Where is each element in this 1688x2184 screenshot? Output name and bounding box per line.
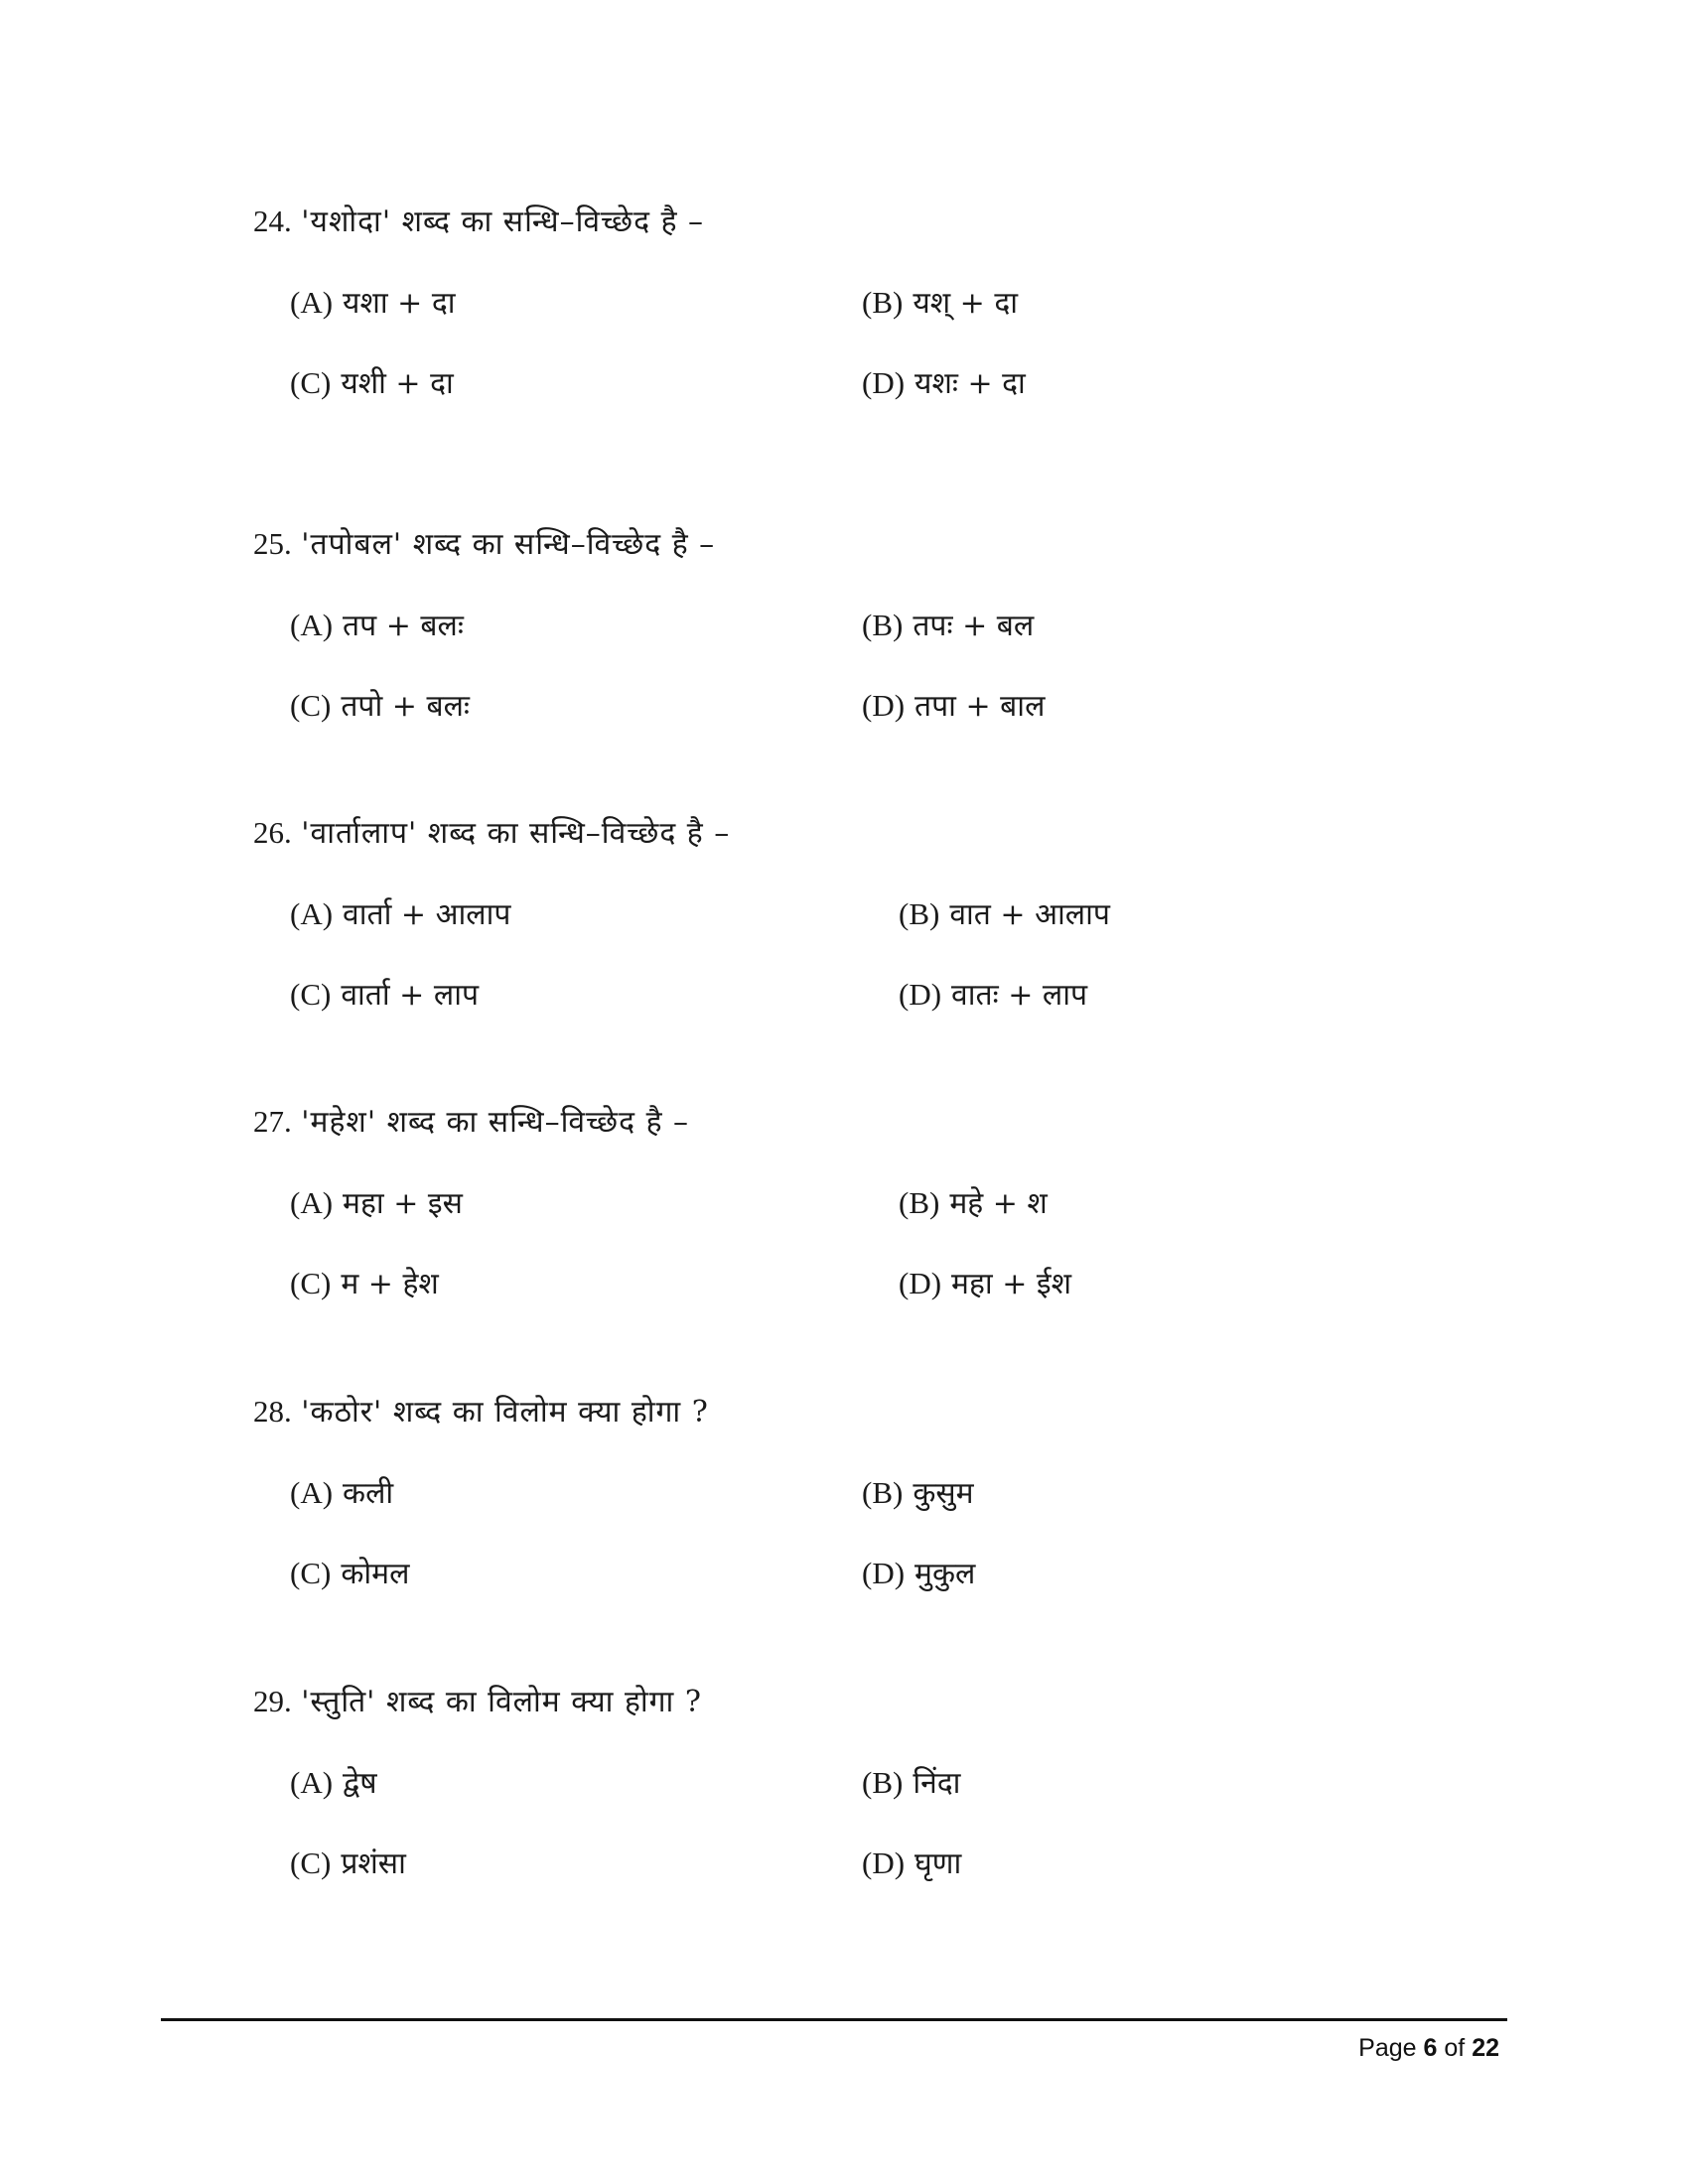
option-letter: (B): [899, 896, 940, 931]
option-text: महा + इस: [343, 1186, 463, 1221]
option-c: [290, 686, 470, 727]
question-stem: [253, 1102, 689, 1143]
option-letter: (D): [862, 1845, 906, 1880]
question-text: 'यशोदा' शब्द का सन्धि–विच्छेद है –: [301, 205, 705, 239]
option-a: [290, 1763, 377, 1804]
option-letter: (C): [290, 1845, 332, 1880]
option-text: वार्ता + लाप: [341, 978, 480, 1013]
question-stem: [253, 202, 704, 242]
option-text: वातः + लाप: [951, 978, 1088, 1013]
option-text: कुसुम: [913, 1476, 974, 1511]
option-b: [862, 606, 1034, 646]
option-text: घृणा: [914, 1846, 962, 1881]
page-label: Page: [1358, 2034, 1417, 2062]
option-letter: (B): [862, 1475, 904, 1510]
option-a: [290, 283, 456, 324]
page-total: 22: [1472, 2034, 1499, 2062]
option-a: [290, 606, 464, 646]
question-number: 29.: [253, 1684, 292, 1718]
page-number: [1350, 2031, 1499, 2065]
question-text: 'स्तुति' शब्द का विलोम क्या होगा ?: [301, 1685, 702, 1719]
question-stem: [253, 813, 730, 854]
option-letter: (A): [290, 1185, 334, 1220]
option-text: तपो + बलः: [341, 689, 470, 724]
option-letter: (D): [862, 1556, 906, 1590]
option-text: मुकुल: [914, 1557, 976, 1591]
option-letter: (C): [290, 1266, 332, 1300]
option-text: वार्ता + आलाप: [343, 897, 511, 932]
option-text: कली: [343, 1476, 394, 1511]
page-of: of: [1444, 2034, 1466, 2062]
option-b: [862, 283, 1018, 324]
option-text: निंदा: [913, 1766, 961, 1801]
option-letter: (A): [290, 1765, 334, 1800]
option-letter: (D): [899, 1266, 942, 1300]
option-d: [862, 1554, 975, 1594]
option-text: यश् + दा: [913, 286, 1019, 321]
option-text: महे + श: [949, 1186, 1048, 1221]
option-text: यशा + दा: [343, 286, 456, 321]
option-letter: (A): [290, 608, 334, 642]
option-letter: (D): [899, 977, 942, 1012]
question-number: 26.: [253, 815, 292, 850]
question-text: 'महेश' शब्द का सन्धि–विच्छेद है –: [301, 1105, 690, 1140]
option-a: [290, 1473, 393, 1514]
option-text: वात + आलाप: [949, 897, 1110, 932]
option-d: [899, 1264, 1071, 1304]
question-stem: [253, 1682, 702, 1722]
question-text: 'वार्तालाप' शब्द का सन्धि–विच्छेद है –: [301, 816, 731, 851]
option-c: [290, 975, 479, 1016]
question-stem: [253, 1392, 709, 1433]
question-stem: [253, 524, 715, 565]
question-number: 25.: [253, 526, 292, 561]
option-text: तपः + बल: [913, 609, 1035, 643]
option-letter: (A): [290, 896, 334, 931]
option-d: [862, 1843, 961, 1884]
option-c: [290, 1554, 409, 1594]
option-text: प्रशंसा: [341, 1846, 406, 1881]
question-number: 28.: [253, 1394, 292, 1429]
page-current: 6: [1423, 2034, 1438, 2062]
option-text: कोमल: [341, 1557, 410, 1591]
option-b: [862, 1763, 960, 1804]
footer-divider: [161, 2018, 1507, 2021]
question-text: 'तपोबल' शब्द का सन्धि–विच्छेद है –: [301, 527, 716, 562]
option-text: द्वेष: [343, 1766, 377, 1801]
option-a: [290, 894, 510, 935]
option-text: महा + ईश: [951, 1267, 1072, 1301]
option-a: [290, 1183, 463, 1224]
option-c: [290, 1264, 439, 1304]
option-b: [862, 1473, 974, 1514]
option-letter: (C): [290, 977, 332, 1012]
option-b: [899, 1183, 1048, 1224]
option-b: [899, 894, 1110, 935]
option-letter: (B): [899, 1185, 940, 1220]
option-letter: (C): [290, 365, 332, 400]
option-text: तप + बलः: [343, 609, 464, 643]
option-letter: (A): [290, 1475, 334, 1510]
question-text: 'कठोर' शब्द का विलोम क्या होगा ?: [301, 1395, 709, 1430]
option-text: म + हेश: [341, 1267, 439, 1301]
option-letter: (C): [290, 1556, 332, 1590]
option-d: [899, 975, 1087, 1016]
option-text: तपा + बाल: [914, 689, 1046, 724]
question-number: 24.: [253, 204, 292, 238]
option-c: [290, 1843, 406, 1884]
option-letter: (D): [862, 688, 906, 723]
option-letter: (B): [862, 285, 904, 320]
option-letter: (B): [862, 608, 904, 642]
option-letter: (D): [862, 365, 906, 400]
option-letter: (A): [290, 285, 334, 320]
option-text: यशी + दा: [341, 366, 454, 401]
option-text: यशः + दा: [914, 366, 1026, 401]
question-number: 27.: [253, 1104, 292, 1139]
option-c: [290, 363, 454, 404]
option-letter: (B): [862, 1765, 904, 1800]
option-d: [862, 686, 1045, 727]
option-d: [862, 363, 1026, 404]
option-letter: (C): [290, 688, 332, 723]
